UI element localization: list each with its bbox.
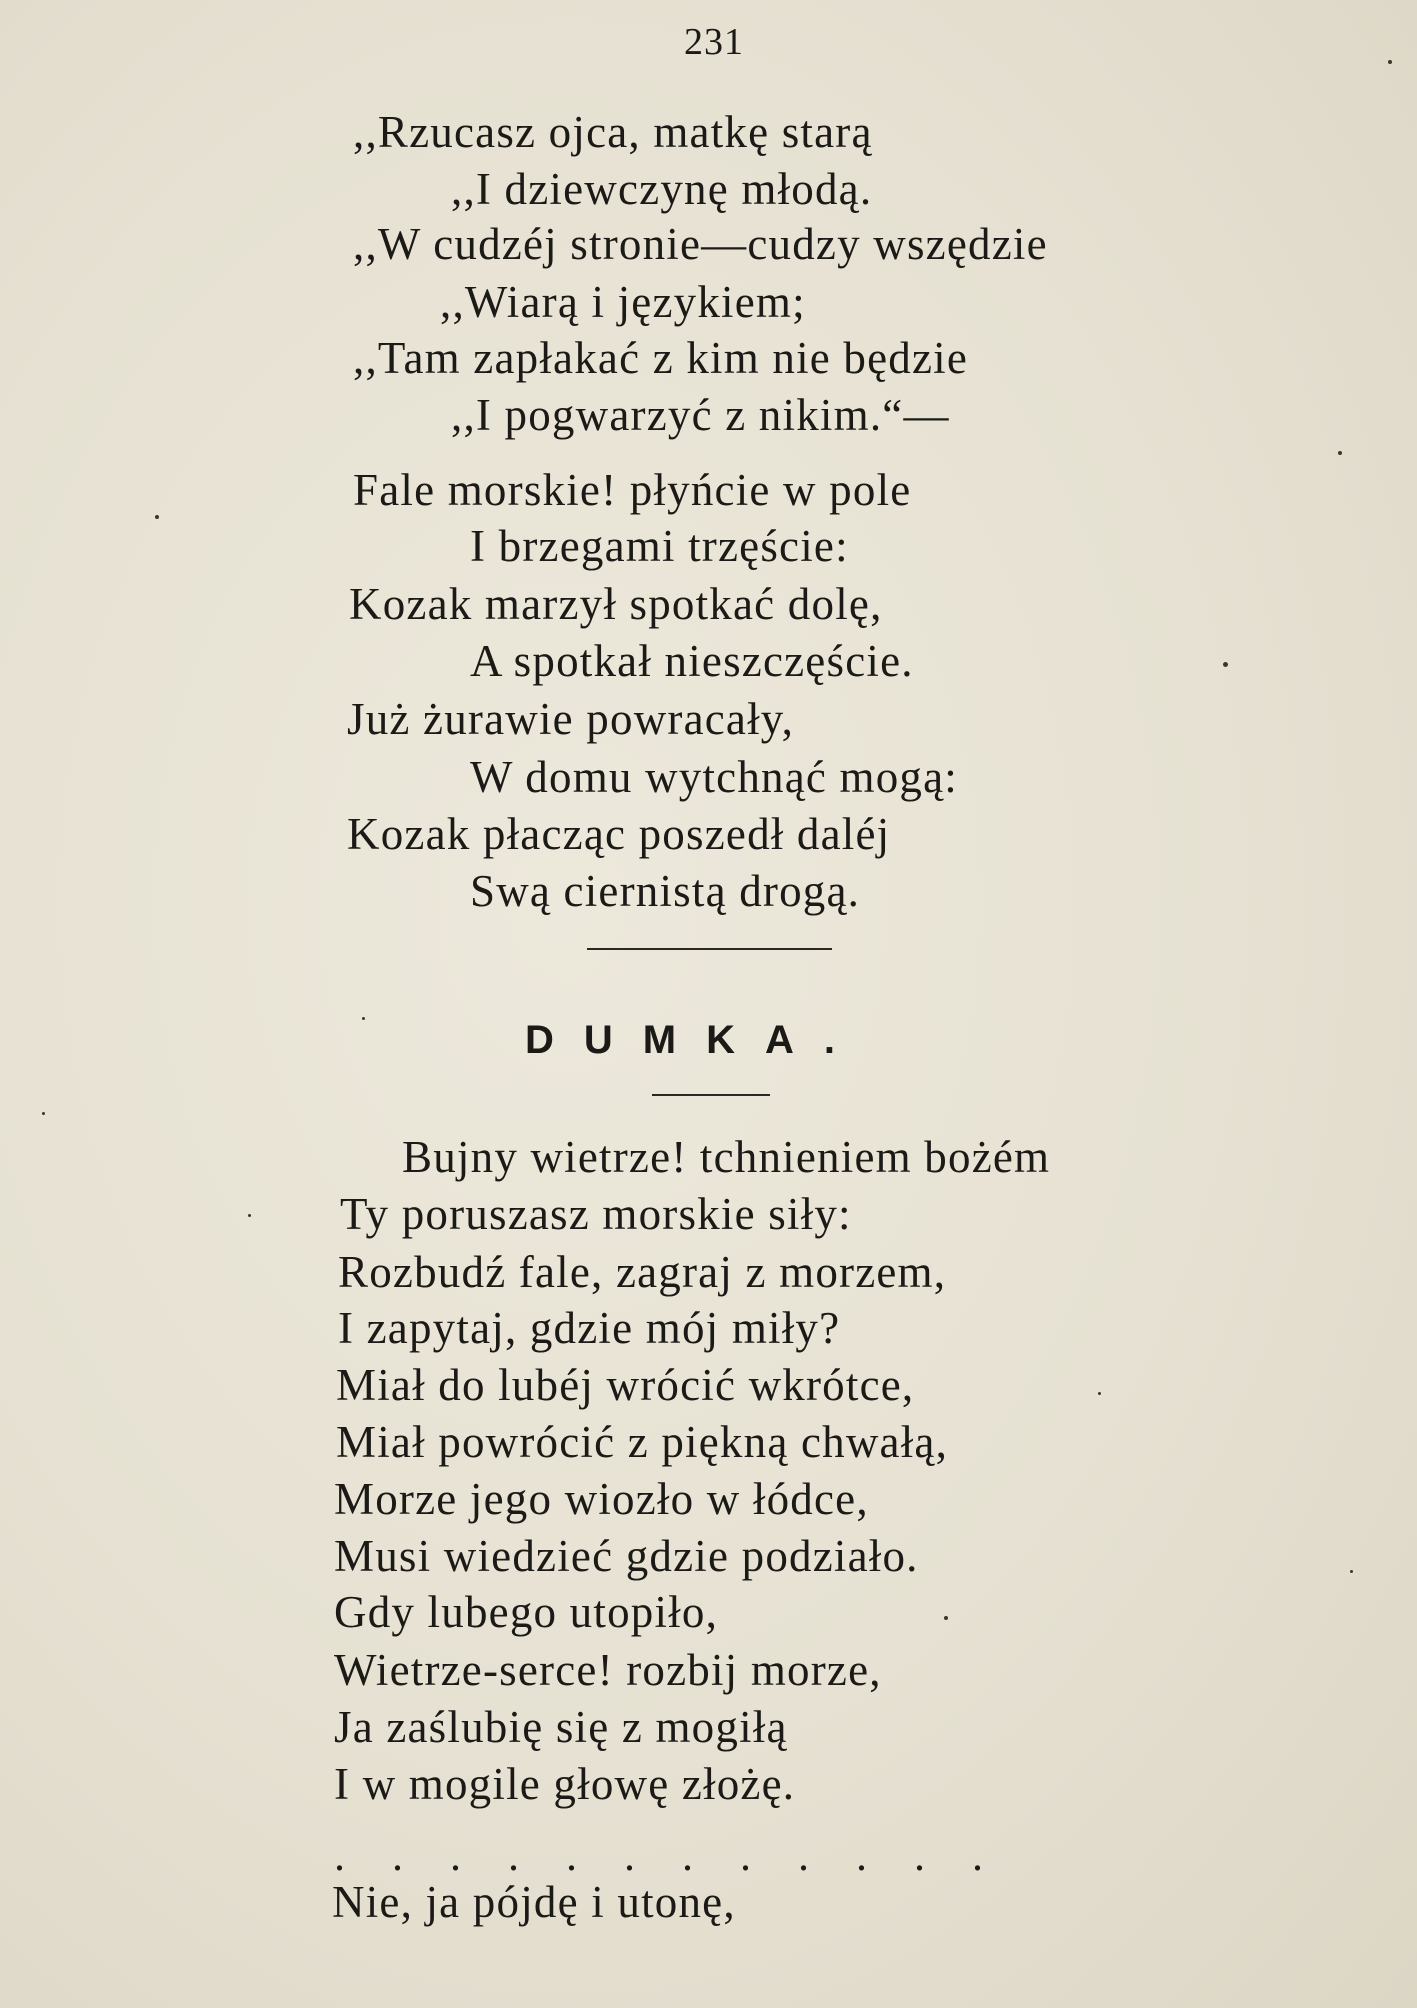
paper-speck [1338,451,1342,455]
paper-speck [42,1112,45,1115]
ellipsis-row: . . . . . . . . . . . . [334,1831,1001,1880]
page-number: 231 [684,21,744,63]
section-divider-top [587,948,832,950]
paper-speck [1388,60,1392,64]
verse-line: Rozbudź fale, zagraj z morzem, [338,1247,947,1297]
verse-line: Morze jego wiozło w łódce, [334,1474,869,1524]
verse-line: A spotkał nieszczęście. [470,636,914,686]
paper-speck [362,1017,365,1020]
paper-speck [1223,662,1228,667]
section-title: DUMKA. [525,1018,865,1062]
verse-line: Swą ciernistą drogą. [470,866,861,916]
verse-line: Wietrze-serce! rozbij morze, [334,1645,882,1695]
verse-line: I brzegami trzęście: [470,521,849,571]
verse-line: ,,Tam zapłakać z kim nie będzie [353,333,969,383]
verse-line: Bujny wietrze! tchnieniem bożém [402,1132,1051,1182]
verse-line: ,,W cudzéj stronie—cudzy wszędzie [353,219,1048,269]
verse-line: Musi wiedzieć gdzie podziało. [334,1531,919,1581]
verse-line: ,,Rzucasz ojca, matkę starą [353,107,873,157]
paper-speck [1098,1392,1101,1395]
paper-speck [155,515,159,519]
verse-line: I w mogile głowę złożę. [334,1759,796,1809]
verse-line: Już żurawie powracały, [347,694,795,744]
verse-line: ,,I dziewczynę młodą. [451,164,873,214]
verse-line: Nie, ja pójdę i utonę, [332,1877,736,1927]
verse-line: ,,Wiarą i językiem; [440,277,806,327]
paper-speck [944,1616,948,1620]
paper-speck [1350,1570,1353,1573]
verse-line: Miał do lubéj wrócić wkrótce, [336,1360,915,1410]
verse-line: I zapytaj, gdzie mój miły? [338,1303,841,1353]
verse-line: Miał powrócić z piękną chwałą, [336,1417,949,1467]
verse-line: Fale morskie! płyńcie w pole [353,465,912,515]
paper-speck [248,1214,251,1217]
verse-line: Gdy lubego utopiło, [334,1587,719,1637]
verse-line: Kozak marzył spotkać dolę, [349,579,883,629]
section-divider-bottom [652,1094,770,1096]
verse-line: Ty poruszasz morskie siły: [340,1189,852,1239]
verse-line: Kozak płacząc poszedł daléj [347,809,891,859]
verse-line: W domu wytchnąć mogą: [470,752,959,802]
verse-line: Ja zaślubię się z mogiłą [334,1702,788,1752]
verse-line: ,,I pogwarzyć z nikim.“— [451,390,950,440]
